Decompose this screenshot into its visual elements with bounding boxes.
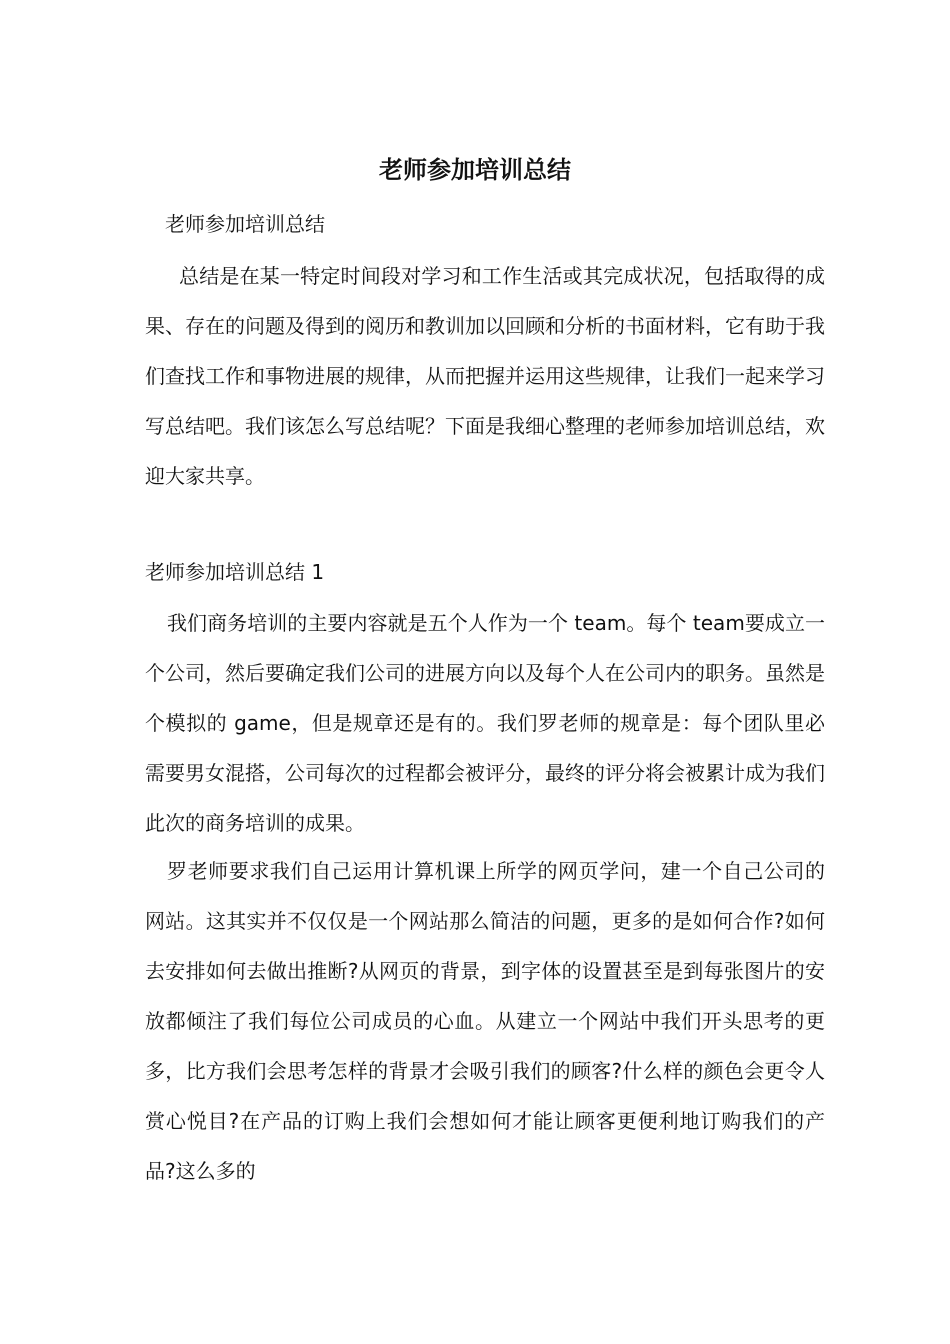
body-paragraph: 罗老师要求我们自己运用计算机课上所学的网页学问，建一个自己公司的网站。这其实并不仅仅是一个网站那么简洁的问题，更多的是如何合作?如何去安排如何去做出推断?从网页的背景，到字体的设置甚至是到每张图片的安放都倾注了我们每位公司成员的心血。从建立一个网站中我们开头思考的更多，比方我们会思考怎样的背景才会吸引我们的顾客?什么样的颜色会更令人赏心悦目?在产品的订购上我们会想如何才能让顾客更便利地订购我们的产品?这么多的 (145, 859, 825, 1183)
body-paragraph: 我们商务培训的主要内容就是五个人作为一个 team。每个 team要成立一个公司，然后要确定我们公司的进展方向以及每个人在公司内的职务。虽然是个模拟的 game，但是规章还是有的。我们罗老师的规章是：每个团队里必需要男女混搭，公司每次的过程都会被评分，最终的评分将会被累计成为我们此次的商务培训的成果。 (145, 611, 825, 835)
document-subtitle: 老师参加培训总结 (165, 212, 325, 236)
section-heading: 老师参加培训总结 1 (145, 560, 325, 584)
document-title: 老师参加培训总结 (379, 156, 571, 184)
intro-paragraph: 总结是在某一特定时间段对学习和工作生活或其完成状况，包括取得的成果、存在的问题及得到的阅历和教训加以回顾和分析的书面材料，它有助于我们查找工作和事物进展的规律，从而把握并运用这些规律，让我们一起来学习写总结吧。我们该怎么写总结呢？下面是我细心整理的老师参加培训总结，欢迎大家共享。 (145, 264, 825, 488)
